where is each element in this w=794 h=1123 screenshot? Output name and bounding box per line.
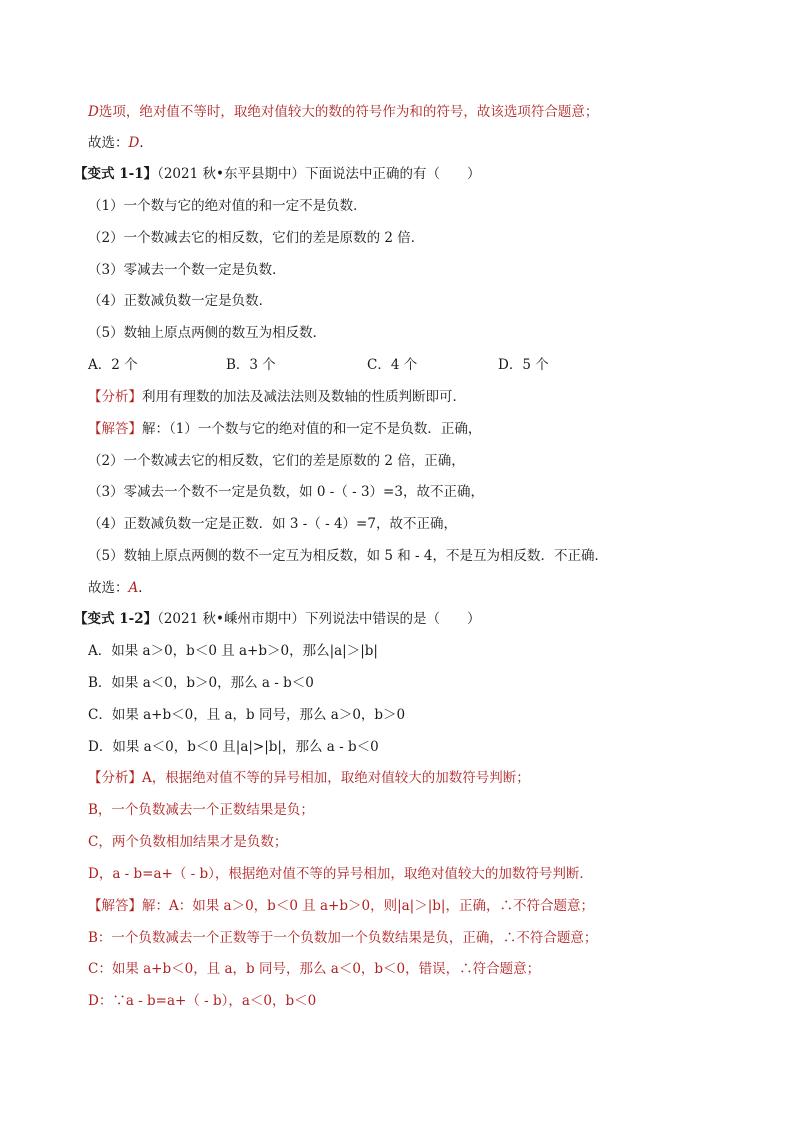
variant-tag: 【变式 1-1】 xyxy=(74,166,158,182)
solution-text: 选项，绝对值不等时，取绝对值较大的数的符号作为和的符号，故该选项符合题意； xyxy=(98,104,599,120)
analysis-line-2: B，一个负数减去一个正数结果是负； xyxy=(88,802,314,818)
prev-solution-line xyxy=(88,102,598,122)
option-d: D．如果 a＜0，b＜0 且|a|>|b|，那么 a - b＜0 xyxy=(88,739,379,755)
solution-line-4: （4）正数减负数一定是正数．如 3 -（ - 4）=7，故不正确， xyxy=(88,516,457,532)
answer-suffix: ． xyxy=(139,135,153,151)
option-letter: D xyxy=(88,104,99,120)
solution-line-2: （2）一个数减去它的相反数，它们的差是原数的 2 倍，正确， xyxy=(88,453,465,469)
solution-tag: 【解答】 xyxy=(88,421,142,437)
option-a: A．如果 a＞0，b＜0 且 a+b＞0，那么|a|＞|b| xyxy=(88,643,378,659)
question-stem: （2021 秋•东平县期中）下面说法中正确的有（ ） xyxy=(157,166,481,182)
option-b: B．如果 a＜0，b＞0，那么 a - b＜0 xyxy=(88,675,314,691)
solution-line-5: （5）数轴上原点两侧的数不一定互为相反数，如 5 和 - 4，不是互为相反数．不正确． xyxy=(88,548,608,564)
option-d: D．5 个 xyxy=(498,357,549,373)
solution-line-1 xyxy=(88,419,481,439)
answer-line xyxy=(88,578,152,598)
question-stem: （2021 秋•嵊州市期中）下列说法中错误的是（ ） xyxy=(157,611,481,627)
solution-text: 解：A：如果 a＞0，b＜0 且 a+b＞0，则|a|＞|b|，正确，∴不符合题意； xyxy=(142,898,594,914)
analysis-text: 利用有理数的加法及减法法则及数轴的性质判断即可． xyxy=(142,389,466,405)
analysis-line-1 xyxy=(88,768,530,788)
statement-4: （4）正数减负数一定是负数． xyxy=(88,293,273,309)
answer-prefix: 故选： xyxy=(88,135,129,151)
option-c: C．如果 a+b＜0，且 a，b 同号，那么 a＞0，b＞0 xyxy=(88,707,406,723)
variant-1-1-header xyxy=(74,164,480,184)
analysis-tag: 【分析】 xyxy=(88,389,142,405)
solution-line-2: B：一个负数减去一个正数等于一个负数加一个负数结果是负，正确，∴不符合题意； xyxy=(88,930,598,946)
solution-line-1 xyxy=(88,896,594,916)
statement-2: （2）一个数减去它的相反数，它们的差是原数的 2 倍． xyxy=(88,230,425,246)
answer-letter: D xyxy=(128,135,140,151)
analysis-line xyxy=(88,387,466,407)
solution-line-3: C：如果 a+b＜0，且 a，b 同号，那么 a＜0，b＜0，错误，∴符合题意； xyxy=(88,961,541,977)
prev-answer-line xyxy=(88,133,153,153)
statement-1: （1）一个数与它的绝对值的和一定不是负数． xyxy=(88,198,367,214)
statement-5: （5）数轴上原点两侧的数互为相反数． xyxy=(88,325,327,341)
solution-tag: 【解答】 xyxy=(88,898,142,914)
analysis-line-4: D，a - b=a+（ - b），根据绝对值不等的异号相加，取绝对值较大的加数符号判断． xyxy=(88,866,593,882)
variant-tag: 【变式 1-2】 xyxy=(74,611,158,627)
option-c: C．4 个 xyxy=(367,357,418,373)
analysis-tag: 【分析】 xyxy=(88,770,142,786)
solution-text: 解：（1）一个数与它的绝对值的和一定不是负数．正确， xyxy=(142,421,482,437)
option-a: A．2 个 xyxy=(88,357,138,373)
answer-letter: A xyxy=(128,580,139,596)
analysis-text: A，根据绝对值不等的异号相加，取绝对值较大的加数符号判断； xyxy=(142,770,530,786)
answer-prefix: 故选： xyxy=(88,580,129,596)
solution-line-4: D：∵a - b=a+（ - b），a＜0，b＜0 xyxy=(88,993,317,1009)
statement-3: （3）零减去一个数一定是负数． xyxy=(88,262,286,278)
analysis-line-3: C，两个负数相加结果才是负数； xyxy=(88,834,288,850)
answer-suffix: ． xyxy=(138,580,152,596)
variant-1-2-header xyxy=(74,609,480,629)
option-b: B．3 个 xyxy=(226,357,276,373)
solution-line-3: （3）零减去一个数不一定是负数，如 0 -（ - 3）=3，故不正确， xyxy=(88,484,484,500)
